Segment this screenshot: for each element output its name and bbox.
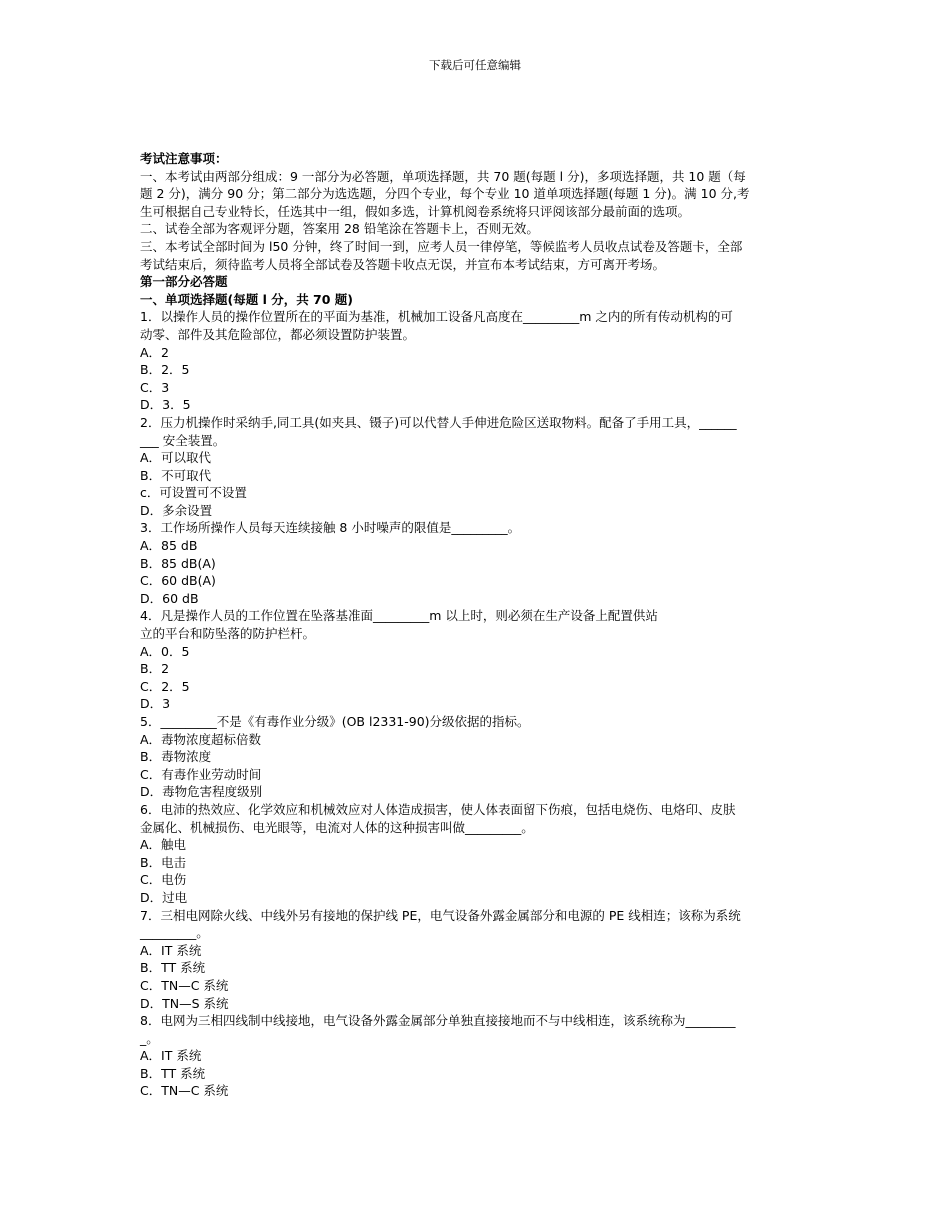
- question-stem: 金属化、机械损伤、电光眼等，电流对人体的这种损害叫做_________。: [140, 819, 534, 835]
- answer-option: D．TN—S 系统: [140, 995, 229, 1011]
- question-stem: _________。: [140, 925, 209, 941]
- answer-option: D．60 dB: [140, 590, 199, 606]
- answer-option: B．2．5: [140, 362, 190, 378]
- question-stem: 1．以操作人员的操作位置所在的平面为基准，机械加工设备凡高度在_________m 之内的所有传动机构的可: [140, 309, 733, 325]
- answer-option: B．85 dB(A): [140, 555, 216, 571]
- answer-option: A．85 dB: [140, 538, 198, 554]
- answer-option: C．2．5: [140, 678, 190, 694]
- answer-option: C．60 dB(A): [140, 573, 216, 589]
- answer-option: B．2: [140, 661, 170, 677]
- answer-option: A．IT 系统: [140, 942, 202, 958]
- answer-option: A．IT 系统: [140, 1048, 202, 1064]
- answer-option: C．TN—C 系统: [140, 977, 229, 993]
- notice-line: 生可根据自己专业特长，任选其中一组，假如多选，计算机阅卷系统将只评阅该部分最前面的选项。: [140, 203, 691, 219]
- answer-option: B．TT 系统: [140, 1065, 206, 1081]
- page-header: 下载后可任意编辑: [429, 58, 521, 72]
- answer-option: D．过电: [140, 889, 188, 905]
- question-stem: 2．压力机操作时采纳手,同工具(如夹具、镊子)可以代替人手伸进危险区送取物料。配备了手用工具，______: [140, 414, 737, 430]
- question-stem: 8．电网为三相四线制中线接地，电气设备外露金属部分单独直接接地而不与中线相连，该系统称为________: [140, 1013, 736, 1029]
- answer-option: D．3: [140, 696, 171, 712]
- section-title: 一、单项选择题(每题 l 分，共 70 题): [140, 291, 354, 307]
- answer-option: B．不可取代: [140, 467, 212, 483]
- answer-option: B．电击: [140, 854, 187, 870]
- notice-title: 考试注意事项：: [140, 151, 228, 166]
- answer-option: D．3．5: [140, 397, 191, 413]
- answer-option: C．有毒作业劳动时间: [140, 766, 262, 782]
- answer-option: A．毒物浓度超标倍数: [140, 731, 262, 747]
- question-stem: _。: [140, 1030, 159, 1046]
- question-stem: 立的平台和防坠落的防护栏杆。: [140, 626, 316, 642]
- answer-option: A．触电: [140, 837, 187, 853]
- notice-line: 考试结束后，须待监考人员将全部试卷及答题卡收点无误，并宣布本考试结束，方可离开考场。: [140, 256, 666, 272]
- answer-option: D．多余设置: [140, 502, 213, 518]
- answer-option: C．3: [140, 379, 170, 395]
- answer-option: B．TT 系统: [140, 960, 206, 976]
- question-stem: 3．工作场所操作人员每天连续接触 8 小时噪声的限值是_________。: [140, 520, 521, 536]
- answer-option: A．可以取代: [140, 450, 212, 466]
- question-stem: 动零、部件及其危险部位，都必须设置防护装置。: [140, 326, 416, 342]
- answer-option: c．可设置可不设置: [140, 485, 247, 501]
- notice-line: 三、本考试全部时间为 l50 分钟，终了时间一到，应考人员一律停笔，等候监考人员收点试卷及答题卡，全部: [140, 238, 743, 254]
- question-stem: 5．_________不是《有毒作业分级》(OB l2331-90)分级依据的指标。: [140, 714, 530, 729]
- notice-line: 二、试卷全部为客观评分题，答案用 28 铅笔涂在答题卡上，否则无效。: [140, 221, 539, 237]
- document-body: [140, 150, 810, 1100]
- answer-option: C．电伤: [140, 872, 187, 888]
- part-title: 第一部分必答题: [140, 274, 228, 290]
- answer-option: A．0．5: [140, 643, 190, 659]
- notice-line: 一、本考试由两部分组成：9 一部分为必答题，单项选择题，共 70 题(每题 l 分)，多项选择题，共 10 题（每: [140, 168, 746, 184]
- question-stem: ___ 安全装置。: [140, 432, 226, 448]
- answer-option: D．毒物危害程度级别: [140, 784, 263, 800]
- question-stem: 4．凡是操作人员的工作位置在坠落基准面_________m 以上时，则必须在生产设备上配置供站: [140, 608, 658, 624]
- answer-option: A．2: [140, 344, 170, 360]
- question-stem: 6．电沛的热效应、化学效应和机械效应对人体造成损害，使人体表面留下伤痕，包括电烧伤、电烙印、皮肤: [140, 801, 736, 817]
- answer-option: C．TN—C 系统: [140, 1083, 229, 1099]
- notice-line: 题 2 分)，满分 90 分；第二部分为选选题，分四个专业，每个专业 10 道单项选择题(每题 1 分)。满 10 分,考: [140, 186, 750, 202]
- answer-option: B．毒物浓度: [140, 749, 212, 765]
- question-stem: 7．三相电网除火线、中线外另有接地的保护线 PE，电气设备外露金属部分和电源的 PE 线相连；该称为系统: [140, 907, 741, 923]
